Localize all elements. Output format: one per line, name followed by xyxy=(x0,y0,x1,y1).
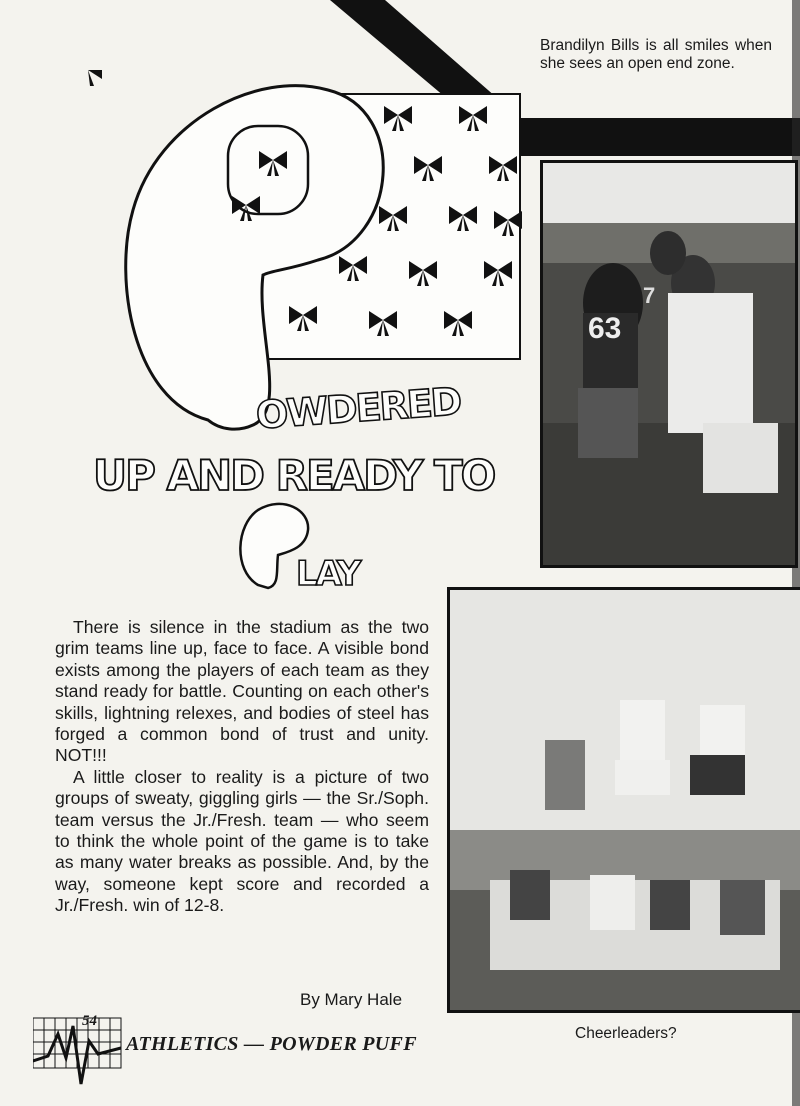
powder-puff-field-photo xyxy=(540,160,798,568)
section-label: ATHLETICS — POWDER PUFF xyxy=(126,1033,417,1055)
title-word1-rest: OWDERED xyxy=(254,379,462,438)
heartbeat-grid-logo-icon xyxy=(33,1016,123,1086)
jersey-number-63: 63 xyxy=(588,312,622,345)
powdered-up-title-art xyxy=(88,70,533,600)
top-photo-caption: Brandilyn Bills is all smiles when she sees an open end zone. xyxy=(540,37,772,72)
title-line2: UP AND READY TO xyxy=(93,451,495,500)
article-body xyxy=(55,617,429,917)
byline: By Mary Hale xyxy=(300,990,403,1009)
jersey-number-7: 7 xyxy=(643,283,656,308)
cheerleaders-photo xyxy=(447,587,800,1013)
article-paragraph-2: A little closer to reality is a picture of two groups of sweaty, giggling girls — the Sr./Soph. team versus the Jr./Fresh. team — who seem to think the whole point of the game is to take as many water breaks as possible. And, by the way, someone kept score and recorded a Jr./Fresh. win of 12-8. xyxy=(55,766,429,916)
title-word3-rest: LAY xyxy=(296,554,360,594)
bottom-photo-caption: Cheerleaders? xyxy=(575,1025,677,1042)
article-paragraph-1: There is silence in the stadium as the two grim teams line up, face to face. A visible bond exists among the players of each team as they stand ready for battle. Counting on each other's skills, lightning relexes, and bodies of steel has forged a common bond of trust and unity. NOT!!! xyxy=(55,617,429,766)
page-number: 54 xyxy=(82,1013,97,1029)
